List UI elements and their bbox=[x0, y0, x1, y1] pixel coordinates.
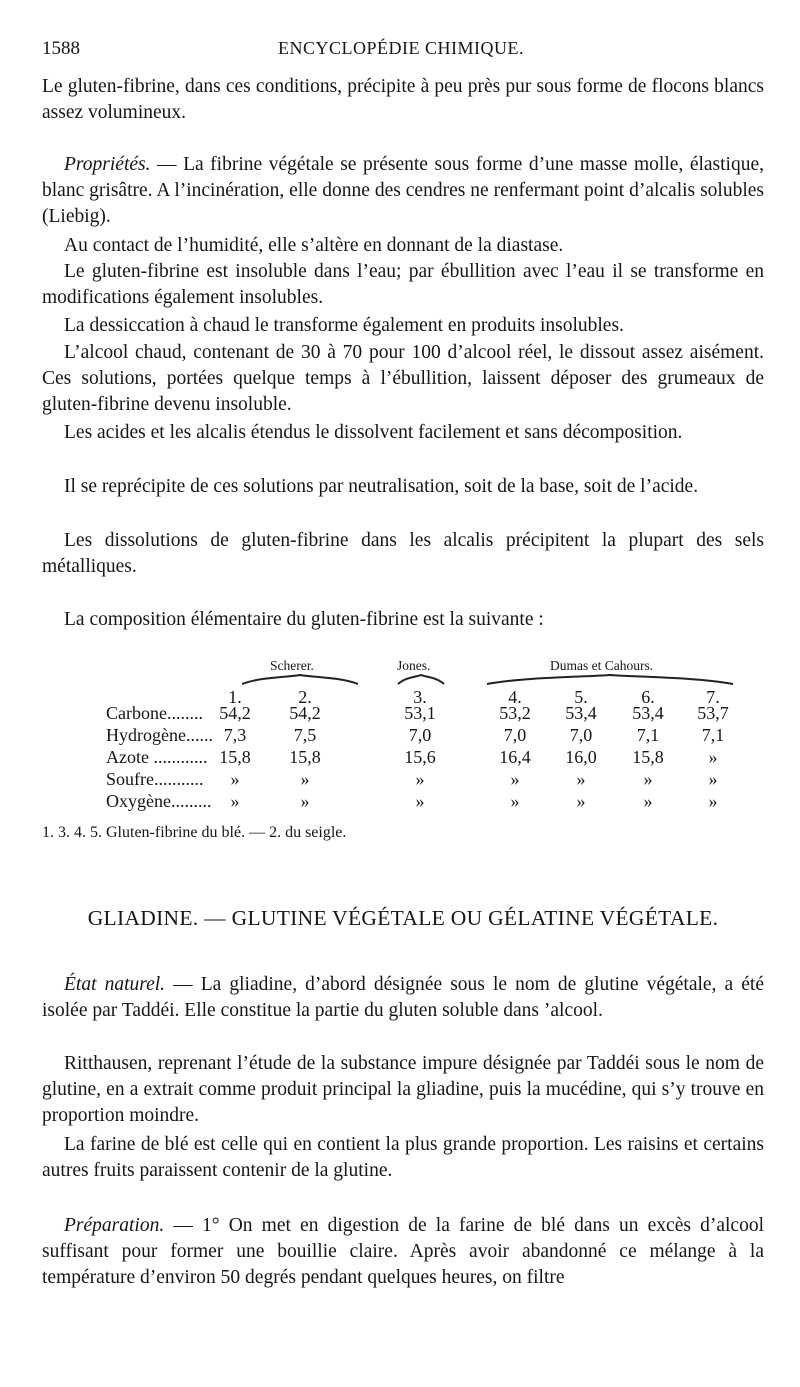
row-label-carbone: Carbone........ bbox=[106, 703, 203, 723]
col-header-5: 5. bbox=[574, 687, 588, 707]
running-title: ENCYCLOPÉDIE CHIMIQUE. bbox=[278, 38, 524, 58]
group-jones: Jones. bbox=[397, 658, 431, 673]
page-header bbox=[42, 38, 760, 64]
brace-dumas-cahours bbox=[485, 674, 735, 686]
cell: 7,0 bbox=[408, 725, 432, 745]
col-header-3: 3. bbox=[413, 687, 427, 707]
paragraph-10: La composition élémentaire du gluten-fibrine est la suivante : bbox=[64, 609, 544, 630]
cell: 15,6 bbox=[404, 747, 436, 767]
cell: 7,0 bbox=[569, 725, 593, 745]
cell: » bbox=[708, 769, 718, 789]
page-number: 1588 bbox=[42, 38, 80, 59]
cell: 7,1 bbox=[636, 725, 660, 745]
cell: » bbox=[510, 791, 520, 811]
cell: » bbox=[510, 769, 520, 789]
row-label-oxygene: Oxygène......... bbox=[106, 791, 212, 811]
paragraph-9: Les dissolutions de gluten-fibrine dans les alcalis précipitent la plupart des sels métalliques. bbox=[42, 530, 764, 577]
lead-etat-naturel: État naturel. bbox=[64, 974, 166, 995]
cell: 53,4 bbox=[632, 703, 664, 723]
cell: 7,5 bbox=[293, 725, 317, 745]
paragraph-preparation bbox=[42, 1213, 764, 1291]
paragraph-8: Il se reprécipite de ces solutions par neutralisation, soit de la base, soit de l’acide. bbox=[64, 476, 699, 497]
cell: 7,3 bbox=[223, 725, 247, 745]
brace-scherer bbox=[240, 674, 360, 686]
cell: 16,4 bbox=[499, 747, 531, 767]
col-header-4: 4. bbox=[508, 687, 522, 707]
cell: 7,0 bbox=[503, 725, 527, 745]
cell: » bbox=[415, 769, 425, 789]
paragraph-etat-naturel-text: — La gliadine, d’abord désignée sous le nom de glutine végétale, a été isolée par Taddéi. Elle constitue la partie du gluten soluble dans ’alcool. bbox=[42, 974, 764, 1021]
cell: » bbox=[230, 769, 240, 789]
lead-preparation: Préparation. bbox=[64, 1215, 165, 1236]
paragraph-farine: La farine de blé est celle qui en contient la plus grande proportion. Les raisins et certains autres fruits paraissent contenir de la glutine. bbox=[42, 1134, 764, 1181]
cell: 53,2 bbox=[499, 703, 531, 723]
paragraph-preparation-text: — 1° On met en digestion de la farine de blé dans un excès d’alcool suffisant pour former une bouillie claire. Après avoir abandonné ce mélange à la température d’environ 50 degrés pendant quelques heures, on filtre bbox=[42, 1215, 764, 1288]
paragraph-ritthausen: Ritthausen, reprenant l’étude de la substance impure désignée par Taddéi sous le nom de glutine, en a extrait comme produit principal la gliadine, puis la mucédine, qui s’y trouve en proportion moindre. bbox=[42, 1053, 764, 1126]
cell: 53,7 bbox=[697, 703, 729, 723]
row-label-soufre: Soufre........... bbox=[106, 769, 204, 789]
col-header-7: 7. bbox=[706, 687, 720, 707]
col-header-1: 1. bbox=[228, 687, 242, 707]
cell: 53,4 bbox=[565, 703, 597, 723]
paragraph-3: Au contact de l’humidité, elle s’altère en donnant de la diastase. bbox=[64, 235, 564, 256]
cell: » bbox=[415, 791, 425, 811]
cell: » bbox=[576, 769, 586, 789]
row-label-hydrogene: Hydrogène...... bbox=[106, 725, 213, 745]
col-header-6: 6. bbox=[641, 687, 655, 707]
row-label-azote: Azote ............ bbox=[106, 747, 208, 767]
col-header-2: 2. bbox=[298, 687, 312, 707]
cell: » bbox=[300, 769, 310, 789]
table-footnote: 1. 3. 4. 5. Gluten-fibrine du blé. — 2. du seigle. bbox=[42, 824, 347, 841]
cell: » bbox=[643, 769, 653, 789]
paragraph-properties-text: — La fibrine végétale se présente sous forme d’une masse molle, élastique, blanc grisâtre. A l’incinération, elle donne des cendres ne renfermant point d’alcalis solubles (Liebig). bbox=[42, 154, 764, 227]
cell: » bbox=[643, 791, 653, 811]
cell: 53,1 bbox=[404, 703, 436, 723]
cell: » bbox=[708, 791, 718, 811]
cell: 7,1 bbox=[701, 725, 725, 745]
cell: 15,8 bbox=[632, 747, 664, 767]
cell: 16,0 bbox=[565, 747, 597, 767]
cell: 54,2 bbox=[289, 703, 321, 723]
cell: » bbox=[708, 747, 718, 767]
cell: » bbox=[300, 791, 310, 811]
cell: 15,8 bbox=[289, 747, 321, 767]
section-title: GLIADINE. — GLUTINE VÉGÉTALE OU GÉLATINE VÉGÉTALE. bbox=[87, 906, 719, 930]
cell: 15,8 bbox=[219, 747, 251, 767]
paragraph-4: Le gluten-fibrine est insoluble dans l’eau; par ébullition avec l’eau il se transforme en modifications également insolubles. bbox=[42, 261, 764, 308]
brace-jones bbox=[396, 674, 446, 686]
cell: » bbox=[230, 791, 240, 811]
cell: » bbox=[576, 791, 586, 811]
paragraph-7: Les acides et les alcalis étendus le dissolvent facilement et sans décomposition. bbox=[64, 422, 683, 443]
lead-proprietes: Propriétés. bbox=[64, 154, 151, 175]
paragraph-6: L’alcool chaud, contenant de 30 à 70 pour 100 d’alcool réel, le dissout assez aisément. Ces solutions, portées quelque temps à l’ébullition, laissent déposer des grumeaux de gluten-fibrine devenu insoluble. bbox=[42, 342, 764, 415]
paragraph-5: La dessiccation à chaud le transforme également en produits insolubles. bbox=[64, 315, 624, 336]
paragraph-etat-naturel bbox=[42, 972, 764, 1024]
paragraph-properties bbox=[42, 152, 764, 230]
group-dumas-cahours: Dumas et Cahours. bbox=[550, 658, 654, 673]
paragraph-1: Le gluten-fibrine, dans ces conditions, précipite à peu près pur sous forme de flocons blancs assez volumineux. bbox=[42, 76, 764, 123]
group-scherer: Scherer. bbox=[270, 658, 314, 673]
cell: 54,2 bbox=[219, 703, 251, 723]
